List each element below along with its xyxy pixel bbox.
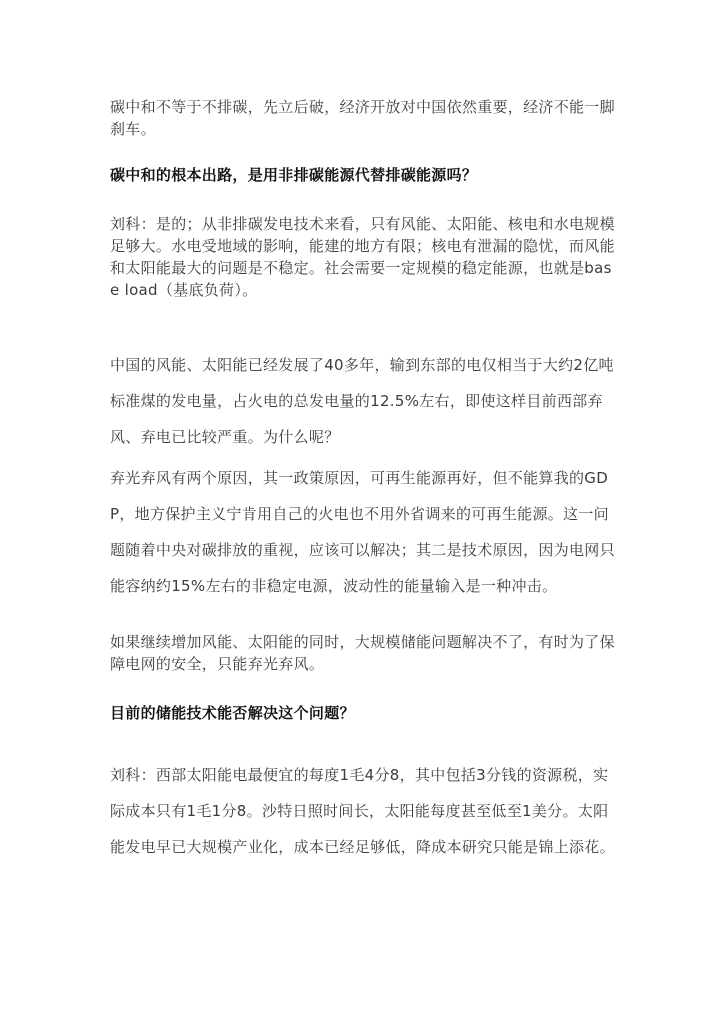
question-heading-2: 目前的储能技术能否解决这个问题？ (110, 704, 355, 722)
paragraph-wind-solar-history: 中国的风能、太阳能已经发展了40多年，输到东部的电仅相当于大约2亿吨标准煤的发电量，占火电的总发电量的12.5%左右，即使这样目前西部弃风、弃电已比较严重。为什么呢？ (110, 356, 614, 446)
paragraph-answer-nonemission: 刘科：是的；从非排碳发电技术来看，只有风能、太阳能、核电和水电规模足够大。水电受地域的影响，能建的地方有限；核电有泄漏的隐忧，而风能和太阳能最大的问题是不稳定。社会需要一定规模的稳定能源，也就是base load（基底负荷）。 (110, 215, 615, 299)
paragraph-carbon-neutral: 碳中和不等于不排碳，先立后破，经济开放对中国依然重要，经济不能一脚刹车。 (110, 98, 615, 138)
paragraph-storage-problem: 如果继续增加风能、太阳能的同时，大规模储能问题解决不了，有时为了保障电网的安全，只能弃光弃风。 (110, 633, 615, 673)
paragraph-solar-cost: 刘科：西部太阳能电最便宜的每度1毛4分8，其中包括3分钱的资源税，实际成本只有1毛1分8。沙特日照时间长，太阳能每度甚至低至1美分。太阳能发电早已大规模产业化，成本已经足够低，降成本研究只能是锦上添花。 (110, 766, 615, 856)
paragraph-curtailment-reasons: 弃光弃风有两个原因，其一政策原因，可再生能源再好，但不能算我的GDP，地方保护主义宁肯用自己的火电也不用外省调来的可再生能源。这一问题随着中央对碳排放的重视，应该可以解决；其二是技术原因，因为电网只能容纳约15%左右的非稳定电源，波动性的能量输入是一种冲击。 (110, 469, 615, 595)
question-heading-1: 碳中和的根本出路，是用非排碳能源代替排碳能源吗？ (110, 166, 478, 184)
